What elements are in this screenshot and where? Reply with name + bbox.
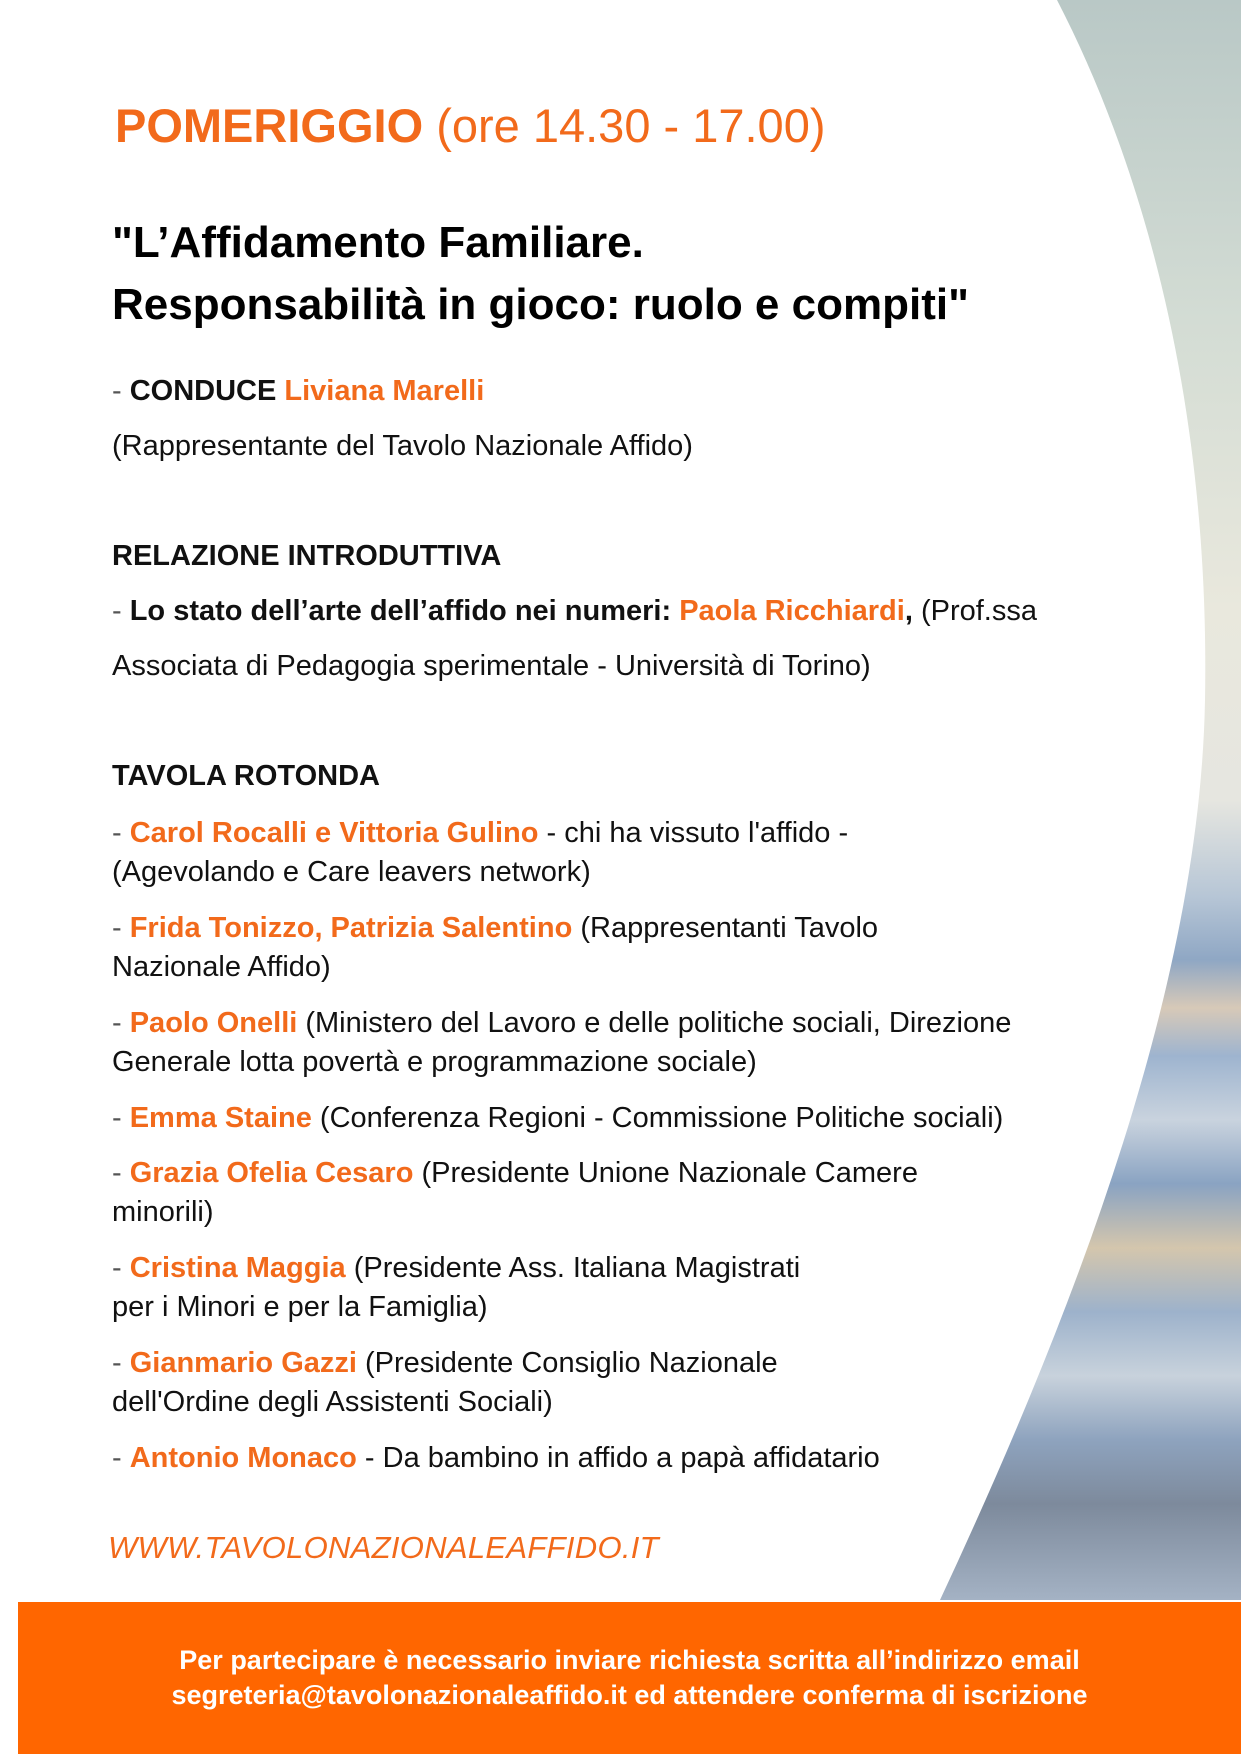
panelist-item: - Grazia Ofelia Cesaro (Presidente Unione Nazionale Camere minorili) bbox=[112, 1157, 918, 1228]
panelist-item: - Gianmario Gazzi (Presidente Consiglio Nazionale dell'Ordine degli Assistenti Sociali) bbox=[112, 1347, 778, 1418]
session-time: (ore 14.30 - 17.00) bbox=[423, 99, 826, 152]
event-title-line2: Responsabilità in gioco: ruolo e compiti" bbox=[112, 280, 969, 329]
moderator-role: (Rappresentante del Tavolo Nazionale Affido) bbox=[112, 430, 693, 462]
registration-banner bbox=[18, 1602, 1241, 1754]
moderator-name: Liviana Marelli bbox=[284, 375, 485, 407]
panelist-name: Gianmario Gazzi bbox=[129, 1347, 357, 1379]
panelist-item: - Antonio Monaco - Da bambino in affido a papà affidatario bbox=[112, 1442, 880, 1474]
panelist-name: Frida Tonizzo, Patrizia Salentino bbox=[129, 912, 573, 944]
panelist-item: - Paolo Onelli (Ministero del Lavoro e delle politiche sociali, Direzione Generale lotta povertà e programmazione sociale) bbox=[112, 1007, 1012, 1078]
panelist-item: - Carol Rocalli e Vittoria Gulino - chi ha vissuto l'affido - (Agevolando e Care leavers network) bbox=[112, 817, 849, 888]
panelist-item: - Frida Tonizzo, Patrizia Salentino (Rappresentanti Tavolo Nazionale Affido) bbox=[112, 912, 879, 983]
panelist-item: - Emma Staine (Conferenza Regioni - Commissione Politiche sociali) bbox=[112, 1102, 1004, 1134]
panelist-name: Cristina Maggia bbox=[129, 1252, 346, 1284]
session-label: POMERIGGIO bbox=[115, 99, 424, 152]
panelist-name: Carol Rocalli e Vittoria Gulino bbox=[129, 817, 539, 849]
intro-speaker-role: (Prof.ssa bbox=[912, 595, 1037, 627]
moderator-line: - CONDUCE Liviana Marelli bbox=[112, 375, 485, 407]
registration-line2: segreteria@tavolonazionaleaffido.it ed attendere conferma di iscrizione bbox=[171, 1680, 1088, 1710]
website-link[interactable]: WWW.TAVOLONAZIONALEAFFIDO.IT bbox=[108, 1530, 659, 1565]
event-title-line1: "L’Affidamento Familiare. bbox=[112, 218, 644, 267]
moderator-label: CONDUCE bbox=[129, 375, 285, 407]
panelist-name: Paolo Onelli bbox=[129, 1007, 298, 1039]
section-title-relazione: RELAZIONE INTRODUTTIVA bbox=[112, 540, 502, 572]
intro-talk-line: - Lo stato dell’arte dell’affido nei numeri: Paola Ricchiardi, (Prof.ssa bbox=[112, 595, 1037, 627]
event-title bbox=[112, 212, 969, 336]
panelist-name: Emma Staine bbox=[129, 1102, 312, 1134]
registration-line1: Per partecipare è necessario inviare richiesta scritta all’indirizzo email bbox=[179, 1645, 1080, 1675]
session-heading bbox=[115, 98, 826, 153]
panelist-name: Antonio Monaco bbox=[129, 1442, 357, 1474]
intro-speaker-name: Paola Ricchiardi bbox=[679, 595, 905, 627]
panelist-item: - Cristina Maggia (Presidente Ass. Italiana Magistrati per i Minori e per la Famiglia) bbox=[112, 1252, 801, 1323]
section-title-tavola: TAVOLA ROTONDA bbox=[112, 760, 380, 792]
intro-talk-topic: Lo stato dell’arte dell’affido nei numeri: bbox=[129, 595, 680, 627]
panelist-name: Grazia Ofelia Cesaro bbox=[129, 1157, 414, 1189]
intro-speaker-role-cont: Associata di Pedagogia sperimentale - Università di Torino) bbox=[112, 650, 871, 682]
